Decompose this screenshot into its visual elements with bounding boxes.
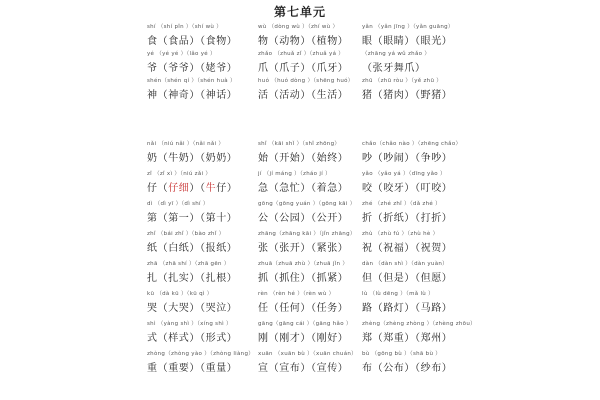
page-title: 第七单元 xyxy=(273,5,326,19)
pinyin-line: kū （dà kū ）（kū qì ） xyxy=(147,291,213,297)
character-words: 第（第一）（第十） xyxy=(147,213,238,224)
character-words: 祝（祝福）（祝贺） xyxy=(362,243,453,254)
character-words: 折（折纸）（打折） xyxy=(362,213,453,224)
pinyin-line: yǎo （yǎo yá ）（dīng yǎo ） xyxy=(362,171,446,177)
character-words: 宣（宣布）（宣传） xyxy=(258,363,349,374)
character-words: 始（开始）（始终） xyxy=(258,153,349,164)
vocab-row xyxy=(0,229,600,263)
pinyin-line: shǐ （kāi shǐ ）（shǐ zhōng） xyxy=(258,141,341,147)
character-words: （张牙舞爪） xyxy=(362,63,426,74)
character-words xyxy=(147,179,237,194)
vocab-row xyxy=(0,259,600,293)
character-words: 食（食品）（食物） xyxy=(147,36,238,47)
pinyin-line: chǎo（chǎo nào ）（zhēng chǎo） xyxy=(362,141,462,147)
pinyin-line: dì （dì yī ）（dì shí ） xyxy=(147,201,209,207)
pinyin-line: zhuā（zhuā zhù ）（zhuā jǐn ） xyxy=(258,261,349,267)
pinyin-line: zhǎo （zhuǎ zǐ ）（zhuǎ yá ） xyxy=(258,51,345,57)
vocab-row xyxy=(0,319,600,353)
character-words: 重（重要）（重量） xyxy=(147,363,238,374)
pinyin-line: bù （gōng bù ）（shā bù ） xyxy=(362,351,442,357)
word-text: 仔） xyxy=(216,183,238,194)
character-words: 公（公园）（公开） xyxy=(258,213,349,224)
character-words: 郑（郑重）（郑州） xyxy=(362,333,453,344)
character-words: 哭（大哭）（哭泣） xyxy=(147,303,238,314)
pinyin-line: xuān （xuān bù ）（xuān chuán） xyxy=(258,351,357,357)
vocab-row xyxy=(0,139,600,173)
pinyin-line: zhā （zhā shí ）（zhā gēn ） xyxy=(147,261,230,267)
character-words: 张（张开）（紧张） xyxy=(258,243,349,254)
character-words: 任（任何）（任务） xyxy=(258,303,349,314)
pinyin-line: jí （jí máng ）（zháo jí ） xyxy=(258,171,331,177)
character-words: 路（路灯）（马路） xyxy=(362,303,453,314)
pinyin-line: shì （yàng shì ）（xíng shì ） xyxy=(147,321,232,327)
vocab-row xyxy=(0,76,600,110)
pinyin-line: wù （dòng wù ）（zhí wù ） xyxy=(258,24,339,30)
character-words: 布（公布）（纱布） xyxy=(362,363,453,374)
pinyin-line: gāng（gāng cái ）（gāng hǎo ） xyxy=(258,321,352,327)
pinyin-line: gōng（gōng yuán ）（gōng kāi ） xyxy=(258,201,356,207)
character-words: 扎（扎实）（扎根） xyxy=(147,273,238,284)
vocab-row xyxy=(0,169,600,203)
pinyin-line: rèn （rèn hé ）（rèn wù ） xyxy=(258,291,335,297)
character-words: 神（神奇）（神话） xyxy=(147,90,238,101)
character-words: 奶（牛奶）（奶奶） xyxy=(147,153,238,164)
pinyin-line: zǐ （zǐ xì ）（niú zǎi ） xyxy=(147,171,212,177)
pinyin-line: zhèng（zhèng zhòng ）（zhèng zhōu） xyxy=(362,321,476,327)
highlighted-word: 仔细 xyxy=(168,183,190,194)
pinyin-line: zhū （zhū ròu ）（yě zhū ） xyxy=(362,78,443,84)
word-text: ）（ xyxy=(189,183,206,194)
pinyin-line: zhòng（zhòng yào ）（zhòng liàng） xyxy=(147,351,255,357)
character-words: 咬（咬牙）（叮咬） xyxy=(362,183,453,194)
pinyin-line: lù （lù dēng ）（mǎ lù ） xyxy=(362,291,434,297)
character-words: 式（样式）（形式） xyxy=(147,333,238,344)
vocab-row xyxy=(0,199,600,233)
word-text: 仔（ xyxy=(147,183,169,194)
character-words: 吵（吵闹）（争吵） xyxy=(362,153,453,164)
character-words: 纸（白纸）（报纸） xyxy=(147,243,238,254)
pinyin-line: zhé （zhé zhǐ ）（dǎ zhé ） xyxy=(362,201,441,207)
character-words: 活（活动）（生活） xyxy=(258,90,349,101)
pinyin-line: zhāng（zhāng kāi ）（jǐn zhāng） xyxy=(258,231,356,237)
pinyin-line: yǎn （yǎn jīng ）（yǎn guāng） xyxy=(362,24,454,30)
pinyin-line: （zhāng yá wǔ zhǎo ） xyxy=(362,51,431,57)
pinyin-line: dàn （dàn shì ）（dàn yuàn） xyxy=(362,261,448,267)
pinyin-line: shén（shén qí ）（shén huà ） xyxy=(147,78,236,84)
pinyin-line: zhǐ （bái zhǐ ）（bào zhǐ ） xyxy=(147,231,225,237)
vocab-row xyxy=(0,289,600,323)
pinyin-line: huó （huó dòng ）（shēng huó） xyxy=(258,78,354,84)
character-words: 猪（猪肉）（野猪） xyxy=(362,90,453,101)
character-words: 刚（刚才）（刚好） xyxy=(258,333,349,344)
highlighted-word: 牛 xyxy=(205,183,217,194)
pinyin-line: zhù （zhù fú ）（zhù hè ） xyxy=(362,231,439,237)
pinyin-line: shí （shí pǐn ）（shí wù ） xyxy=(147,24,223,30)
character-words: 爷（爷爷）（姥爷） xyxy=(147,63,238,74)
pinyin-line: yé （yé yé ）（lǎo yé ） xyxy=(147,51,216,57)
pinyin-line: nǎi （niú nǎi ）（nǎi nǎi ） xyxy=(147,141,225,147)
character-words: 物（动物）（植物） xyxy=(258,36,349,47)
character-words: 急（急忙）（着急） xyxy=(258,183,349,194)
character-words: 抓（抓住）（抓紧） xyxy=(258,273,349,284)
character-words: 爪（爪子）（爪牙） xyxy=(258,63,349,74)
character-words: 眼（眼睛）（眼光） xyxy=(362,36,453,47)
character-words: 但（但是）（但愿） xyxy=(362,273,453,284)
vocab-row xyxy=(0,349,600,383)
